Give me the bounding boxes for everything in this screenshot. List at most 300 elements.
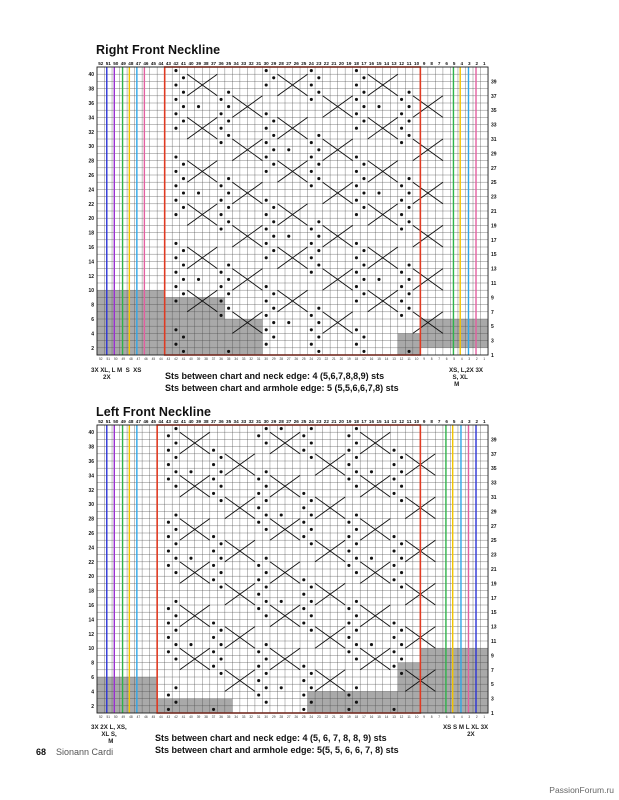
column-number: 35 — [226, 419, 232, 424]
row-number-right: 25 — [491, 180, 497, 187]
purl-dot — [174, 513, 177, 516]
column-number: 14 — [383, 419, 390, 424]
row-number-left: 14 — [88, 259, 94, 266]
purl-dot — [355, 485, 358, 488]
purl-dot — [355, 557, 358, 560]
column-number-bottom: 24 — [309, 715, 314, 719]
column-number-bottom: 6 — [445, 357, 448, 361]
column-number: 49 — [120, 419, 126, 424]
column-number: 48 — [128, 419, 134, 424]
column-number: 11 — [406, 61, 412, 66]
purl-dot — [220, 456, 223, 459]
purl-dot — [302, 492, 305, 495]
purl-dot — [265, 686, 268, 689]
purl-dot — [167, 708, 170, 711]
column-number: 20 — [338, 419, 344, 424]
purl-dot — [310, 528, 313, 531]
size-labels-left-left-front: 3X 2X L, XS, XL S, M — [91, 724, 127, 745]
column-number: 41 — [180, 61, 187, 66]
row-number-right: 19 — [491, 223, 497, 230]
column-number: 4 — [460, 61, 464, 66]
purl-dot — [280, 427, 283, 430]
column-number-bottom: 15 — [377, 715, 381, 719]
purl-dot — [392, 477, 395, 480]
row-number-right: 15 — [491, 610, 497, 617]
row-number-left: 16 — [88, 603, 94, 609]
purl-dot — [220, 542, 223, 545]
purl-dot — [265, 441, 268, 444]
purl-dot — [257, 564, 260, 567]
column-number: 25 — [301, 61, 307, 66]
purl-dot — [400, 456, 403, 459]
column-number: 23 — [316, 61, 322, 66]
row-number-right: 39 — [491, 79, 497, 86]
purl-dot — [257, 679, 260, 682]
column-number-bottom: 23 — [317, 357, 321, 361]
column-number-bottom: 24 — [309, 357, 314, 361]
column-number: 19 — [346, 419, 352, 424]
purl-dot — [355, 528, 358, 531]
row-number-left: 20 — [88, 216, 94, 223]
row-number-right: 27 — [491, 523, 497, 530]
column-number-bottom: 14 — [384, 715, 389, 719]
shaded-region — [398, 663, 421, 713]
row-number-right: 11 — [491, 639, 497, 645]
brand-name: Sionann Cardi — [56, 747, 114, 757]
column-number-bottom: 51 — [106, 357, 111, 361]
column-number-bottom: 12 — [399, 357, 404, 361]
column-number-bottom: 25 — [302, 357, 306, 361]
purl-dot — [302, 449, 305, 452]
purl-dot — [400, 542, 403, 545]
row-number-left: 18 — [88, 230, 94, 237]
column-number: 40 — [188, 61, 194, 66]
purl-dot — [174, 456, 177, 459]
purl-dot — [355, 441, 358, 444]
purl-dot — [310, 686, 313, 689]
purl-dot — [302, 708, 305, 711]
purl-dot — [212, 708, 215, 711]
row-number-left: 6 — [91, 317, 94, 323]
purl-dot — [310, 456, 313, 459]
purl-dot — [265, 557, 268, 560]
column-number: 17 — [361, 419, 367, 424]
row-number-left: 22 — [88, 559, 94, 566]
purl-dot — [174, 571, 177, 574]
neck-edge-note-right-front: Sts between chart and neck edge: 4 (5,6,7,8,8,9) sts — [165, 371, 385, 381]
row-number-left: 24 — [88, 187, 94, 194]
purl-dot — [174, 643, 177, 646]
column-number-bottom: 39 — [196, 357, 201, 361]
row-number-right: 3 — [491, 338, 494, 345]
column-number: 3 — [467, 419, 471, 424]
row-number-left: 20 — [88, 574, 94, 581]
row-number-left: 38 — [88, 444, 94, 451]
column-number-bottom: 6 — [445, 715, 448, 719]
purl-dot — [167, 463, 170, 466]
row-number-left: 4 — [91, 331, 94, 338]
column-number-bottom: 4 — [460, 357, 463, 361]
purl-dot — [370, 470, 373, 473]
column-number-bottom: 47 — [136, 715, 141, 719]
purl-dot — [400, 470, 403, 473]
column-number-bottom: 36 — [219, 715, 223, 719]
purl-dot — [174, 427, 177, 430]
page-footer — [36, 747, 113, 757]
column-number-bottom: 2 — [475, 357, 478, 361]
column-number-bottom: 40 — [189, 715, 193, 719]
column-number-bottom: 20 — [339, 357, 344, 361]
purl-dot — [400, 629, 403, 632]
column-number-bottom: 52 — [98, 357, 103, 361]
row-number-left: 36 — [88, 101, 94, 107]
column-number: 47 — [135, 61, 141, 66]
purl-dot — [355, 657, 358, 660]
column-number: 10 — [414, 61, 420, 66]
chart-group — [88, 419, 496, 719]
column-number-bottom: 42 — [174, 715, 178, 719]
column-number: 47 — [135, 419, 141, 424]
purl-dot — [392, 564, 395, 567]
purl-dot — [174, 542, 177, 545]
column-number: 36 — [218, 419, 224, 424]
column-number-bottom: 3 — [468, 715, 471, 719]
purl-dot — [310, 441, 313, 444]
purl-dot — [280, 513, 283, 516]
row-number-right: 1 — [491, 711, 494, 717]
column-number-bottom: 46 — [144, 357, 148, 361]
purl-dot — [257, 650, 260, 653]
purl-dot — [400, 657, 403, 660]
row-number-left: 10 — [88, 646, 94, 653]
column-number: 5 — [452, 419, 456, 424]
column-number: 44 — [158, 61, 164, 66]
column-number: 37 — [210, 419, 217, 424]
purl-dot — [347, 636, 350, 639]
column-number: 7 — [437, 419, 441, 424]
size-labels-right-left-front: XS S M L XL 3X 2X — [443, 724, 489, 738]
column-number-bottom: 35 — [226, 357, 231, 361]
row-number-left: 32 — [88, 487, 94, 494]
purl-dot — [265, 657, 268, 660]
purl-dot — [400, 571, 403, 574]
column-number: 39 — [195, 419, 202, 424]
row-number-left: 28 — [88, 516, 94, 523]
row-number-left: 16 — [88, 245, 94, 251]
column-number: 21 — [331, 419, 337, 424]
purl-dot — [392, 492, 395, 495]
purl-dot — [212, 578, 215, 581]
purl-dot — [265, 585, 268, 588]
column-number-bottom: 26 — [294, 357, 299, 361]
purl-dot — [174, 600, 177, 603]
purl-dot — [355, 701, 358, 704]
purl-dot — [310, 614, 313, 617]
column-number-bottom: 38 — [204, 357, 208, 361]
purl-dot — [167, 521, 170, 524]
column-number-bottom: 11 — [407, 715, 411, 719]
column-number-bottom: 30 — [264, 357, 268, 361]
purl-dot — [220, 629, 223, 632]
column-number: 26 — [293, 61, 299, 66]
row-number-right: 5 — [491, 682, 494, 689]
purl-dot — [212, 477, 215, 480]
column-number-bottom: 51 — [106, 715, 111, 719]
column-number: 52 — [98, 61, 104, 66]
column-number: 32 — [248, 419, 254, 424]
purl-dot — [174, 441, 177, 444]
purl-dot — [310, 600, 313, 603]
row-number-right: 9 — [491, 295, 494, 302]
column-number: 6 — [445, 61, 448, 66]
purl-dot — [174, 528, 177, 531]
purl-dot — [212, 636, 215, 639]
row-number-right: 21 — [491, 567, 497, 573]
row-number-right: 7 — [491, 309, 494, 316]
purl-dot — [310, 513, 313, 516]
row-number-left: 32 — [88, 129, 94, 136]
purl-dot — [355, 513, 358, 516]
column-number: 46 — [143, 419, 149, 424]
column-number-bottom: 43 — [166, 357, 171, 361]
column-number-bottom: 27 — [286, 715, 291, 719]
purl-dot — [167, 636, 170, 639]
purl-dot — [355, 470, 358, 473]
purl-dot — [167, 434, 170, 437]
row-number-right: 5 — [491, 324, 494, 331]
column-number-bottom: 8 — [430, 715, 433, 719]
purl-dot — [310, 427, 313, 430]
column-number-bottom: 11 — [407, 357, 411, 361]
column-number-bottom: 21 — [332, 715, 336, 719]
purl-dot — [392, 549, 395, 552]
column-number: 22 — [323, 419, 329, 424]
column-number: 3 — [467, 61, 471, 66]
column-number-bottom: 45 — [151, 715, 156, 719]
purl-dot — [302, 693, 305, 696]
purl-dot — [355, 614, 358, 617]
row-number-left: 34 — [88, 115, 94, 122]
row-number-left: 2 — [91, 345, 94, 352]
column-number-bottom: 28 — [279, 357, 284, 361]
purl-dot — [310, 499, 313, 502]
column-number-bottom: 52 — [98, 715, 103, 719]
column-number: 42 — [173, 61, 179, 66]
column-number: 12 — [398, 419, 405, 424]
purl-dot — [167, 449, 170, 452]
purl-dot — [257, 693, 260, 696]
purl-dot — [167, 650, 170, 653]
column-number-bottom: 31 — [256, 357, 261, 361]
column-number-bottom: 7 — [438, 357, 441, 361]
column-number-bottom: 28 — [279, 715, 284, 719]
row-number-right: 19 — [491, 581, 497, 588]
purl-dot — [265, 600, 268, 603]
column-number: 22 — [323, 61, 329, 66]
row-number-right: 11 — [491, 281, 497, 287]
column-number-bottom: 44 — [159, 715, 163, 719]
column-number: 18 — [353, 419, 360, 424]
column-number: 27 — [286, 419, 292, 424]
purl-dot — [302, 679, 305, 682]
purl-dot — [257, 665, 260, 668]
column-number: 32 — [248, 61, 254, 66]
purl-dot — [355, 629, 358, 632]
purl-dot — [174, 686, 177, 689]
purl-dot — [212, 535, 215, 538]
purl-dot — [347, 434, 350, 437]
column-number-bottom: 14 — [384, 357, 389, 361]
purl-dot — [174, 657, 177, 660]
purl-dot — [174, 470, 177, 473]
column-number-bottom: 13 — [392, 715, 396, 719]
purl-dot — [167, 564, 170, 567]
column-number: 29 — [271, 61, 277, 66]
column-number: 38 — [203, 419, 209, 424]
column-number: 14 — [383, 61, 390, 66]
row-number-left: 30 — [88, 144, 94, 151]
purl-dot — [265, 571, 268, 574]
column-number: 36 — [218, 61, 224, 66]
purl-dot — [257, 434, 260, 437]
purl-dot — [189, 470, 192, 473]
column-number-bottom: 38 — [204, 715, 208, 719]
row-number-left: 36 — [88, 459, 94, 465]
column-number: 20 — [338, 61, 344, 66]
column-number: 40 — [188, 419, 194, 424]
purl-dot — [167, 621, 170, 624]
row-number-right: 23 — [491, 194, 497, 201]
purl-dot — [257, 607, 260, 610]
column-number: 30 — [263, 61, 269, 66]
purl-dot — [302, 535, 305, 538]
row-number-right: 27 — [491, 165, 497, 172]
column-number-bottom: 19 — [347, 715, 351, 719]
row-number-right: 25 — [491, 538, 497, 545]
column-number: 28 — [278, 419, 284, 424]
column-number-bottom: 48 — [129, 715, 133, 719]
column-number: 41 — [180, 419, 187, 424]
column-number: 5 — [452, 61, 456, 66]
column-number: 6 — [445, 419, 448, 424]
purl-dot — [174, 485, 177, 488]
column-number-bottom: 34 — [234, 715, 238, 719]
row-number-left: 30 — [88, 502, 94, 509]
purl-dot — [347, 477, 350, 480]
column-number: 17 — [361, 61, 367, 66]
purl-dot — [212, 549, 215, 552]
row-number-left: 28 — [88, 158, 94, 165]
purl-dot — [347, 449, 350, 452]
purl-dot — [392, 463, 395, 466]
column-number: 34 — [233, 61, 239, 66]
column-number: 51 — [105, 61, 111, 66]
column-number: 50 — [113, 61, 119, 66]
column-number: 9 — [422, 61, 426, 66]
purl-dot — [220, 571, 223, 574]
column-number-bottom: 23 — [317, 715, 321, 719]
column-number-bottom: 22 — [324, 715, 329, 719]
column-number-bottom: 26 — [294, 715, 299, 719]
purl-dot — [370, 643, 373, 646]
column-number: 43 — [165, 61, 172, 66]
row-number-left: 26 — [88, 531, 94, 537]
row-number-right: 13 — [491, 624, 497, 631]
row-number-right: 37 — [491, 93, 497, 100]
purl-dot — [189, 643, 192, 646]
purl-dot — [400, 499, 403, 502]
purl-dot — [212, 650, 215, 653]
column-number-bottom: 9 — [423, 715, 426, 719]
row-number-right: 39 — [491, 437, 497, 444]
purl-dot — [347, 463, 350, 466]
row-number-right: 3 — [491, 696, 494, 703]
column-number: 7 — [437, 61, 441, 66]
purl-dot — [220, 557, 223, 560]
column-number: 15 — [376, 419, 382, 424]
column-number-bottom: 50 — [114, 715, 118, 719]
row-number-right: 33 — [491, 122, 497, 129]
column-number-bottom: 2 — [475, 715, 478, 719]
column-number-bottom: 49 — [121, 715, 126, 719]
column-number-bottom: 15 — [377, 357, 381, 361]
purl-dot — [174, 614, 177, 617]
column-number-bottom: 12 — [399, 715, 404, 719]
column-number-bottom: 30 — [264, 715, 268, 719]
purl-dot — [220, 672, 223, 675]
column-number: 45 — [150, 419, 156, 424]
purl-dot — [265, 485, 268, 488]
column-number: 21 — [331, 61, 337, 66]
column-number-bottom: 42 — [174, 357, 178, 361]
row-number-left: 14 — [88, 617, 94, 624]
purl-dot — [310, 585, 313, 588]
armhole-edge-note-right-front: Sts between chart and armhole edge: 5 (5,5,6,6,7,8) sts — [165, 383, 399, 393]
column-number: 8 — [430, 419, 433, 424]
column-number: 52 — [98, 419, 104, 424]
column-number: 50 — [113, 419, 119, 424]
purl-dot — [302, 665, 305, 668]
row-number-right: 23 — [491, 552, 497, 559]
purl-dot — [265, 470, 268, 473]
purl-dot — [310, 701, 313, 704]
row-number-left: 38 — [88, 86, 94, 93]
column-number-bottom: 32 — [249, 357, 253, 361]
purl-dot — [400, 672, 403, 675]
purl-dot — [220, 485, 223, 488]
column-number: 1 — [482, 61, 486, 66]
row-number-right: 21 — [491, 209, 497, 215]
column-number-bottom: 41 — [181, 357, 186, 361]
column-number: 16 — [368, 61, 375, 66]
column-number: 35 — [226, 61, 232, 66]
purl-dot — [280, 686, 283, 689]
column-number-bottom: 7 — [438, 715, 441, 719]
purl-dot — [174, 557, 177, 560]
column-number: 13 — [391, 61, 397, 66]
column-number-bottom: 33 — [241, 715, 246, 719]
purl-dot — [302, 621, 305, 624]
row-number-left: 24 — [88, 545, 94, 552]
purl-dot — [265, 701, 268, 704]
column-number: 38 — [203, 61, 209, 66]
column-number-bottom: 4 — [460, 715, 463, 719]
column-number: 51 — [105, 419, 111, 424]
purl-dot — [257, 578, 260, 581]
column-number: 4 — [460, 419, 464, 424]
column-number: 2 — [475, 61, 479, 66]
purl-dot — [167, 477, 170, 480]
